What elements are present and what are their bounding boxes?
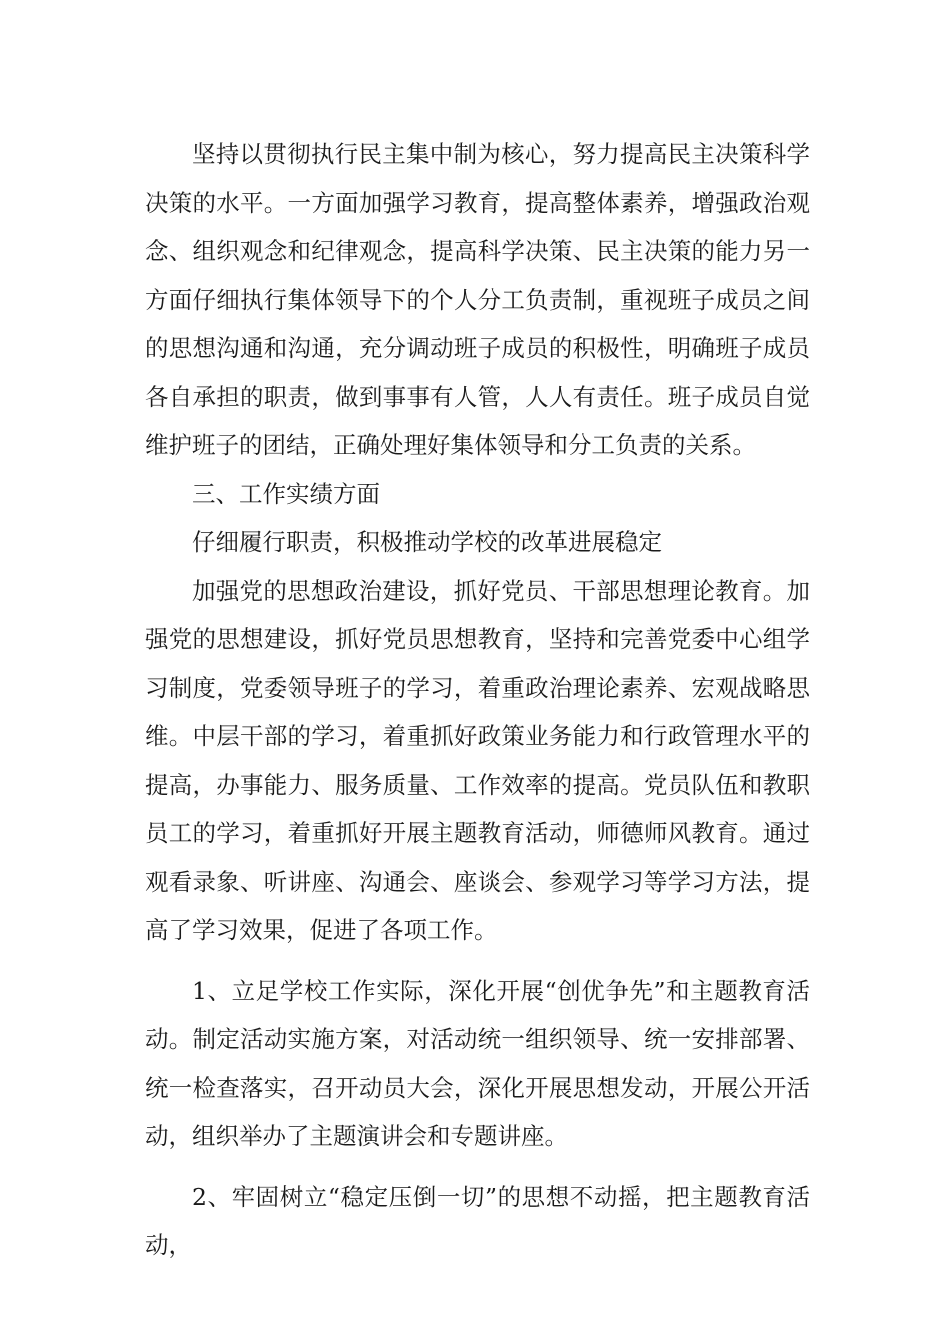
- document-body: [145, 130, 810, 1270]
- list-item-2: 2、牢固树立“稳定压倒一切”的思想不动摇，把主题教育活动，: [145, 1182, 810, 1259]
- section-heading-work-performance: 三、工作实绩方面: [192, 479, 380, 508]
- list-item-1: 1、立足学校工作实际，深化开展“创优争先”和主题教育活动。制定活动实施方案，对活动统一组织领导、统一安排部署、统一检查落实，召开动员大会，深化开展思想发动，开展公开活动，组织举办了主题演讲会和专题讲座。: [145, 976, 810, 1150]
- paragraph-party-building: 加强党的思想政治建设，抓好党员、干部思想理论教育。加强党的思想建设，抓好党员思想教育，坚持和完善党委中心组学习制度，党委领导班子的学习，着重政治理论素养、宏观战略思维。中层干部的学习，着重抓好政策业务能力和行政管理水平的提高，办事能力、服务质量、工作效率的提高。党员队伍和教职员工的学习，着重抓好开展主题教育活动，师德师风教育。通过观看录象、听讲座、沟通会、座谈会、参观学习等学习方法，提高了学习效果，促进了各项工作。: [145, 576, 810, 944]
- subheading-fulfill-duties: 仔细履行职责，积极推动学校的改革进展稳定: [192, 528, 662, 556]
- paragraph-democratic-centralism: 坚持以贯彻执行民主集中制为核心，努力提高民主决策科学决策的水平。一方面加强学习教育，提高整体素养，增强政治观念、组织观念和纪律观念，提高科学决策、民主决策的能力另一方面仔细执行集体领导下的个人分工负责制，重视班子成员之间的思想沟通和沟通，充分调动班子成员的积极性，明确班子成员各自承担的职责，做到事事有人管，人人有责任。班子成员自觉维护班子的团结，正确处理好集体领导和分工负责的关系。: [145, 140, 810, 459]
